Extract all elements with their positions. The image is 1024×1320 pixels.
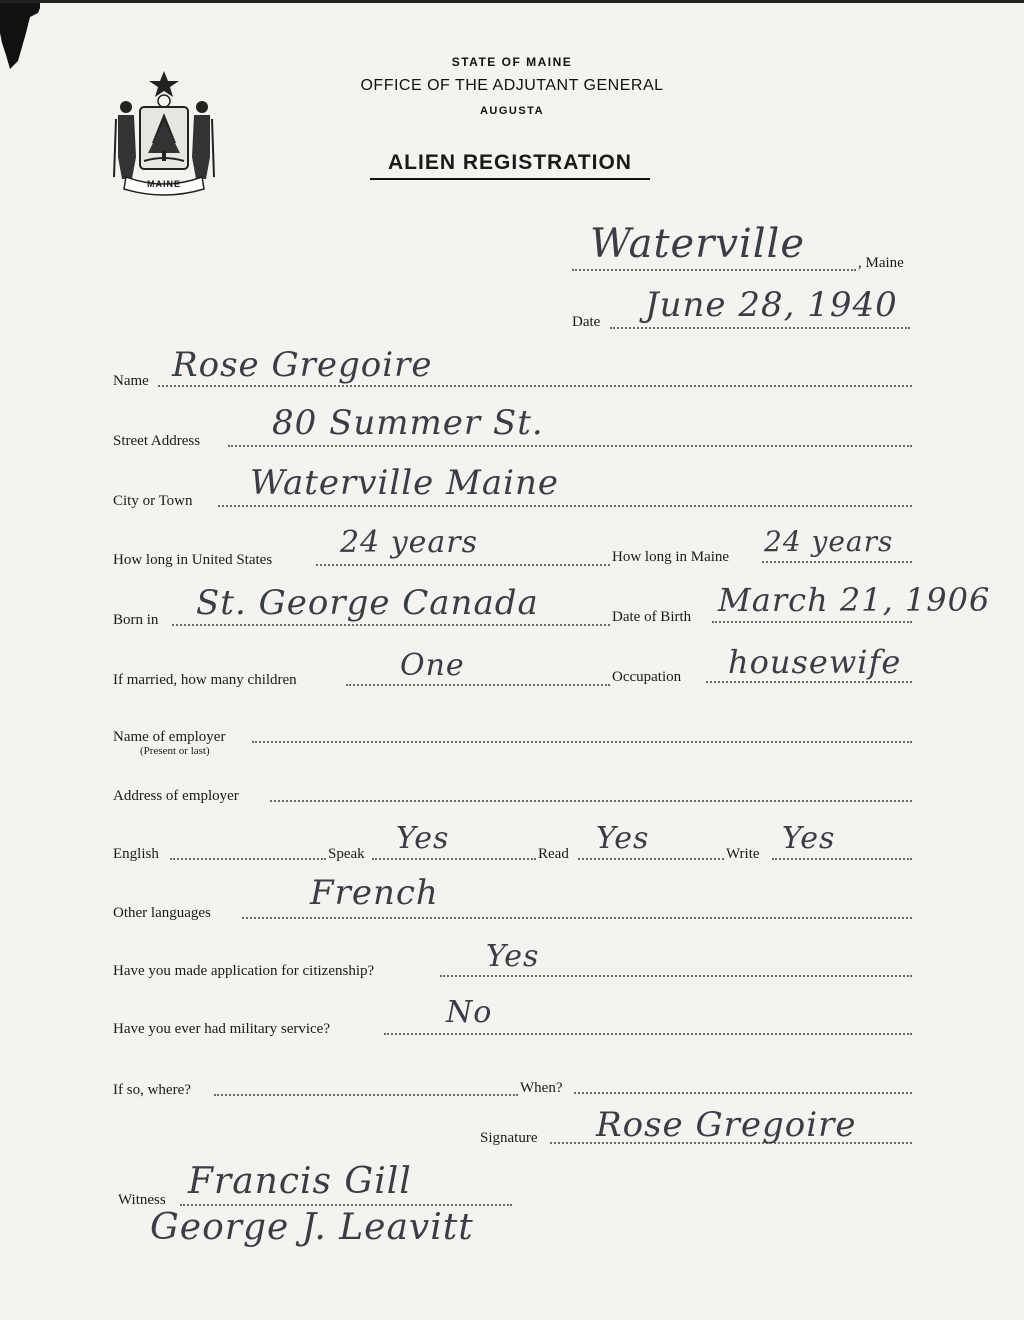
city-value: Waterville Maine <box>250 463 560 503</box>
children-line <box>346 684 610 686</box>
us-duration-value: 24 years <box>340 525 479 560</box>
born-value: St. George Canada <box>196 583 539 623</box>
write-value: Yes <box>782 821 836 856</box>
born-line <box>172 624 610 626</box>
citizenship-label: Have you made application for citizenship? <box>113 963 375 979</box>
occupation-line <box>706 681 912 683</box>
witness-line <box>180 1204 512 1206</box>
name-value: Rose Gregoire <box>172 345 433 385</box>
state-heading: STATE OF MAINE <box>451 55 573 69</box>
other-languages-label: Other languages <box>113 905 211 921</box>
military-line <box>384 1033 912 1035</box>
other-languages-line <box>242 917 912 919</box>
place-line <box>572 269 856 271</box>
write-line <box>772 858 912 860</box>
when-label: When? <box>520 1080 563 1096</box>
page-title: ALIEN REGISTRATION <box>370 151 650 180</box>
english-line <box>170 858 326 860</box>
signature-label: Signature <box>480 1130 538 1146</box>
maine-duration-label: How long in Maine <box>612 549 730 565</box>
us-duration-label: How long in United States <box>113 552 273 568</box>
other-languages-value: French <box>310 873 439 913</box>
name-label: Name <box>113 373 149 389</box>
employer-sublabel: (Present or last) <box>140 745 210 757</box>
signature-value: Rose Gregoire <box>596 1105 857 1145</box>
name-line <box>158 385 912 387</box>
street-value: 80 Summer St. <box>272 403 544 443</box>
dob-value: March 21, 1906 <box>718 581 991 619</box>
date-value: June 28, 1940 <box>645 285 898 325</box>
date-label: Date <box>572 314 601 330</box>
street-label: Street Address <box>113 433 201 449</box>
witness-label: Witness <box>118 1192 166 1208</box>
city-line <box>218 505 912 507</box>
children-value: One <box>400 648 465 683</box>
employer-address-line <box>270 800 912 802</box>
street-line <box>228 445 912 447</box>
date-line <box>610 327 910 329</box>
office-heading: OFFICE OF THE ADJUTANT GENERAL <box>360 77 664 94</box>
when-line <box>574 1092 912 1094</box>
employer-line <box>252 741 912 743</box>
write-label: Write <box>726 846 760 862</box>
dob-line <box>712 621 912 623</box>
occupation-label: Occupation <box>612 669 682 685</box>
maine-duration-value: 24 years <box>764 525 894 558</box>
city-heading: AUGUSTA <box>479 105 545 117</box>
citizenship-line <box>440 975 912 977</box>
occupation-value: housewife <box>728 643 902 681</box>
read-label: Read <box>538 846 569 862</box>
employer-address-label: Address of employer <box>113 788 239 804</box>
children-label: If married, how many children <box>113 672 297 688</box>
employer-label: Name of employer <box>113 729 226 745</box>
military-value: No <box>446 995 493 1030</box>
military-label: Have you ever had military service? <box>113 1021 330 1037</box>
citizenship-value: Yes <box>486 939 540 974</box>
us-duration-line <box>316 564 610 566</box>
maine-duration-line <box>762 561 912 563</box>
speak-line <box>372 858 536 860</box>
seal-banner-text: MAINE <box>147 179 181 189</box>
speak-label: Speak <box>328 846 365 862</box>
where-label: If so, where? <box>113 1082 191 1098</box>
born-label: Born in <box>113 612 159 628</box>
city-label: City or Town <box>113 493 193 509</box>
read-line <box>578 858 724 860</box>
speak-value: Yes <box>396 821 450 856</box>
place-suffix: , Maine <box>858 255 904 271</box>
second-witness-value: George J. Leavitt <box>150 1207 474 1248</box>
witness-value: Francis Gill <box>188 1161 412 1202</box>
dob-label: Date of Birth <box>612 609 692 625</box>
read-value: Yes <box>596 821 650 856</box>
where-line <box>214 1094 518 1096</box>
english-label: English <box>113 846 159 862</box>
place-value: Waterville <box>590 221 805 267</box>
